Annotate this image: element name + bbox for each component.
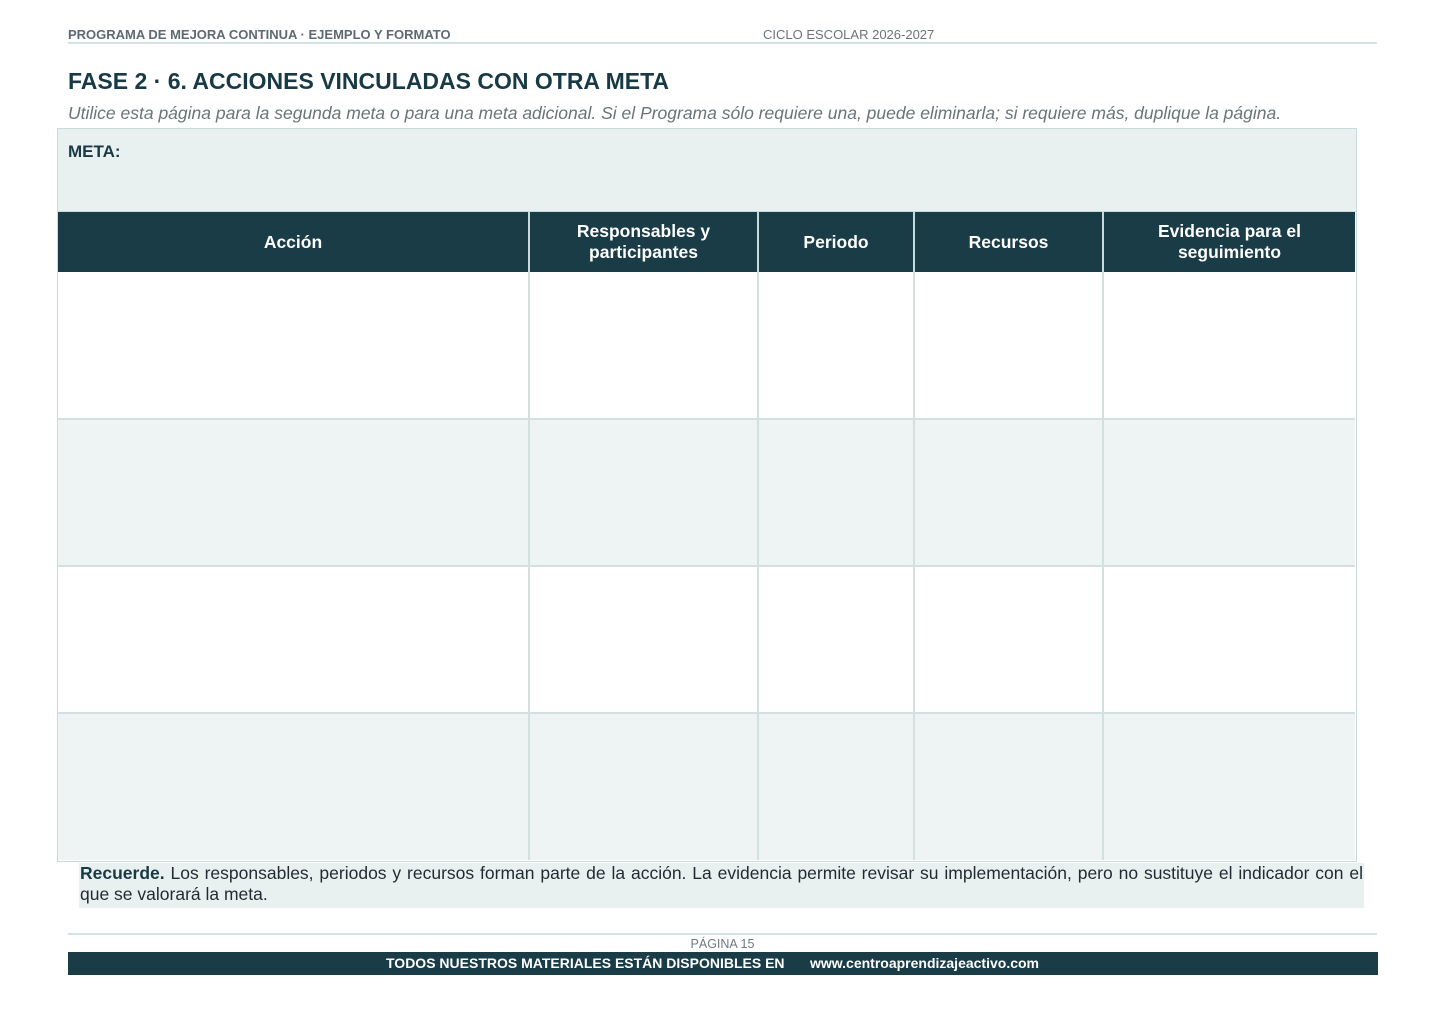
column-header-responsables: Responsables y participantes <box>529 212 758 272</box>
column-header-accion: Acción <box>58 212 529 272</box>
table-header-row <box>58 212 1355 272</box>
cell-evidencia[interactable] <box>1103 272 1355 419</box>
cell-periodo[interactable] <box>758 713 914 860</box>
page-header <box>68 27 1377 44</box>
reminder-lead: Recuerde. <box>80 863 165 883</box>
table-row <box>58 272 1355 419</box>
page-title: FASE 2 · 6. ACCIONES VINCULADAS CON OTRA META <box>68 68 670 94</box>
cell-responsables[interactable] <box>529 272 758 419</box>
cell-evidencia[interactable] <box>1103 566 1355 713</box>
page-subtitle: Utilice esta página para la segunda meta o para una meta adicional. Si el Programa sólo requiere una, puede eliminarla; si requiere más, duplique la página. <box>68 103 1282 123</box>
cell-recursos[interactable] <box>914 419 1103 566</box>
reminder-text: Los responsables, periodos y recursos forman parte de la acción. La evidencia permite revisar su implementación, pero no sustituye el indicador con el que se valorará la meta. <box>80 863 1363 904</box>
column-header-recursos: Recursos <box>914 212 1103 272</box>
actions-form <box>57 128 1357 862</box>
cell-accion[interactable] <box>58 272 529 419</box>
cell-responsables[interactable] <box>529 419 758 566</box>
footer-divider <box>68 933 1377 935</box>
cell-recursos[interactable] <box>914 272 1103 419</box>
column-header-periodo: Periodo <box>758 212 914 272</box>
cell-recursos[interactable] <box>914 566 1103 713</box>
cell-evidencia[interactable] <box>1103 713 1355 860</box>
cell-periodo[interactable] <box>758 419 914 566</box>
meta-field[interactable] <box>58 129 1356 212</box>
school-cycle: CICLO ESCOLAR 2026-2027 <box>763 27 935 42</box>
cell-accion[interactable] <box>58 713 529 860</box>
table-row <box>58 566 1355 713</box>
footer-website-link[interactable]: www.centroaprendizajeactivo.com <box>810 955 1039 971</box>
cell-accion[interactable] <box>58 566 529 713</box>
cell-responsables[interactable] <box>529 566 758 713</box>
table-row <box>58 713 1355 860</box>
cell-responsables[interactable] <box>529 713 758 860</box>
cell-evidencia[interactable] <box>1103 419 1355 566</box>
cell-periodo[interactable] <box>758 566 914 713</box>
page-number: PÁGINA 15 <box>690 937 755 951</box>
actions-table <box>58 212 1355 860</box>
cell-periodo[interactable] <box>758 272 914 419</box>
cell-recursos[interactable] <box>914 713 1103 860</box>
column-header-evidencia: Evidencia para el seguimiento <box>1103 212 1355 272</box>
footer-banner <box>68 952 1378 975</box>
reminder-note <box>79 863 1364 908</box>
meta-label: META: <box>68 142 121 161</box>
program-name: PROGRAMA DE MEJORA CONTINUA · EJEMPLO Y FORMATO <box>68 27 451 42</box>
cell-accion[interactable] <box>58 419 529 566</box>
footer-text: TODOS NUESTROS MATERIALES ESTÁN DISPONIBLES EN <box>386 955 785 971</box>
table-row <box>58 419 1355 566</box>
